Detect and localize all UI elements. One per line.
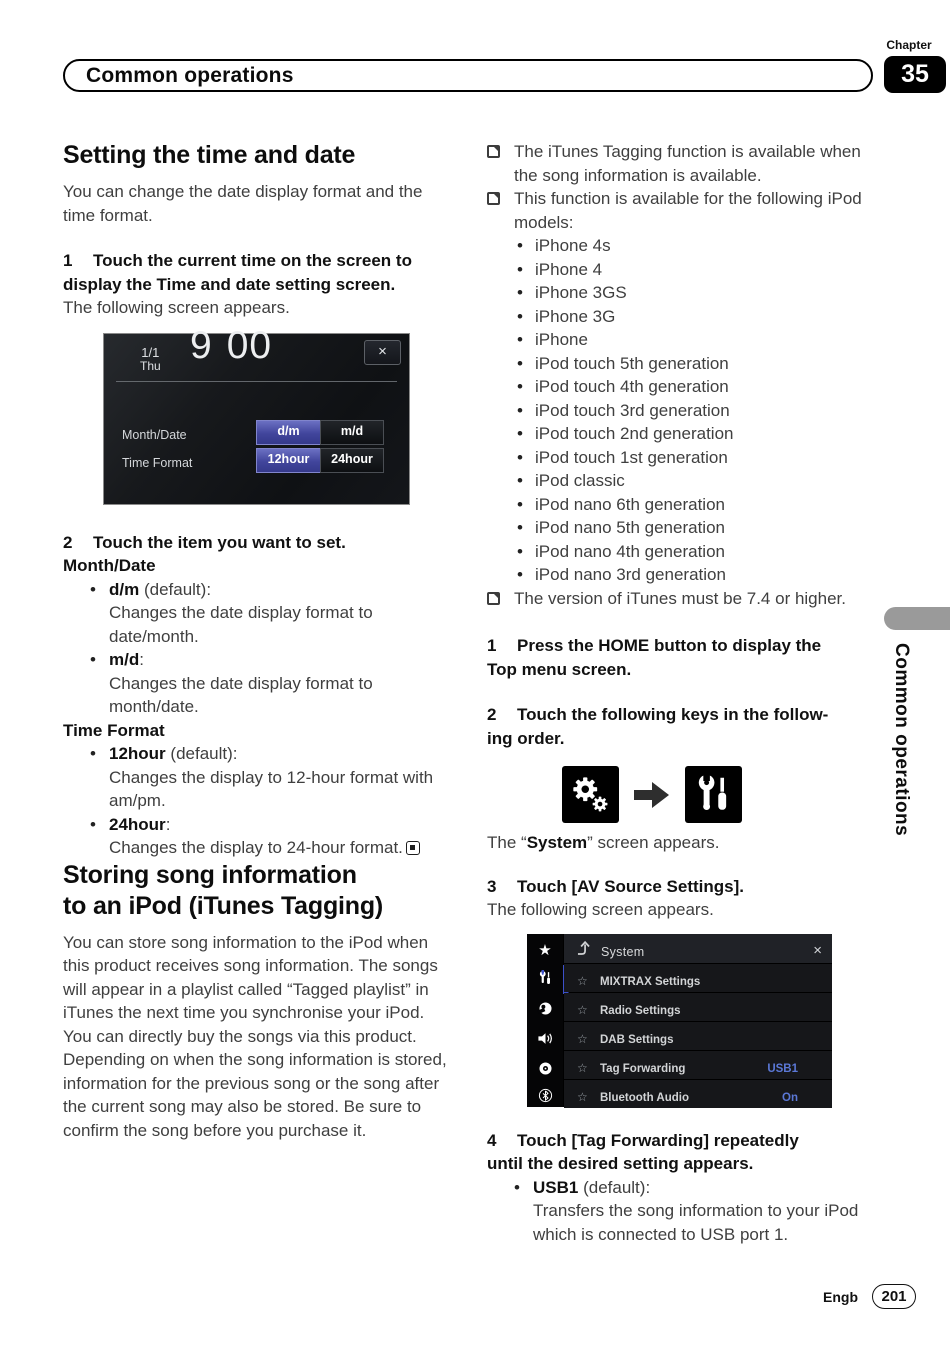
sidebar [527, 934, 563, 1107]
menu-row-bluetooth-audio[interactable]: ☆ Bluetooth Audio On [564, 1080, 832, 1108]
menu-row-mixtrax[interactable]: ☆ MIXTRAX Settings [564, 964, 832, 992]
menu-row-radio[interactable]: ☆ Radio Settings [564, 993, 832, 1021]
list-item: • iPhone 3G [487, 305, 877, 329]
step-3-result: The following screen appears. [487, 900, 714, 919]
section-title-time-date: Setting the time and date [63, 141, 356, 169]
step-2-left: 2 Touch the item you want to set. [63, 532, 346, 552]
favorites-star-icon[interactable]: ★ [538, 941, 552, 959]
favorite-star-icon[interactable]: ☆ [577, 973, 588, 988]
volume-icon[interactable] [527, 1030, 563, 1054]
left-column [63, 140, 453, 1142]
list-item: • iPhone 4 [487, 258, 877, 282]
dm-button[interactable]: d/m [256, 420, 320, 445]
md-button[interactable]: m/d [320, 420, 384, 445]
list-item: • iPod touch 3rd generation [487, 399, 877, 423]
note-icon [487, 145, 500, 158]
step-1-left: 1 Touch the current time on the screen to display the Time and date setting screen. [63, 251, 412, 294]
note-ipod-models: This function is available for the following iPod models: • iPhone 4s • iPhone 4 • iPhone 3GS • iPhone 3G • iPhone • iPod touch 5th generation • iPod touch 4th generation • iPod touch 3rd generation • iPod touch 2nd generation • iPod touch 1st generation • iPod classic • iPod nano 6th generation • iPod nano 5th generation • iPod nano 4th generation • iPod nano 3rd generation [487, 187, 877, 587]
wrench-screwdriver-icon [691, 772, 737, 818]
menu-row-tag-forwarding[interactable]: ☆ Tag Forwarding USB1 [564, 1051, 832, 1079]
page-number: 201 [872, 1284, 916, 1309]
menu-row-dab[interactable]: ☆ DAB Settings [564, 1022, 832, 1050]
language-code: Engb [823, 1288, 858, 1305]
12hour-button[interactable]: 12hour [256, 448, 320, 473]
month-date-row: Month/Date d/m m/d [104, 420, 409, 445]
key-sequence [487, 766, 817, 823]
system-screen-appears: The “System” screen appears. [487, 833, 720, 852]
ipod-model-list [487, 234, 877, 587]
step-1-right: 1 Press the HOME button to display the Top menu screen. [487, 636, 822, 679]
step-4-right: 4 Touch [Tag Forwarding] repeatedly until the desired setting appears. [487, 1130, 799, 1173]
step-3-right: 3 Touch [AV Source Settings]. [487, 876, 744, 896]
section-title-tagging: Storing song information to an iPod (iTunes Tagging) [63, 860, 384, 920]
footer [823, 1284, 916, 1309]
list-item: • iPod nano 6th generation [487, 493, 877, 517]
edge-tab [884, 607, 950, 630]
bluetooth-icon[interactable] [527, 1087, 563, 1111]
list-item: • iPod touch 5th generation [487, 352, 877, 376]
gears-icon [568, 772, 614, 818]
close-button[interactable]: × [364, 340, 401, 365]
chapter-label: Chapter [886, 38, 932, 52]
time-display[interactable]: 9 00 [190, 323, 273, 367]
page-title: Common operations [63, 59, 873, 92]
option-24hour: • 24hour: Changes the display to 24-hour format. [63, 813, 453, 860]
tagging-paragraph-2: Depending on when the song information is stored, information for the previous song or the song after the current song may also be stored. Be sure to confirm the song before you purchase it. [63, 1050, 447, 1140]
option-dm: • d/m (default): Changes the date display format to date/month. [63, 578, 453, 649]
date-display: 1/1 Thu [140, 344, 161, 373]
close-icon[interactable]: × [813, 941, 822, 959]
group-month-date: Month/Date [63, 556, 156, 575]
favorite-star-icon[interactable]: ☆ [577, 1060, 588, 1075]
note-itunes-version: The version of iTunes must be 7.4 or higher. [487, 587, 877, 611]
section-end-icon [406, 841, 420, 855]
24hour-button[interactable]: 24hour [320, 448, 384, 473]
list-item: • iPod nano 3rd generation [487, 563, 877, 587]
system-tools-key[interactable] [685, 766, 742, 823]
note-icon [487, 192, 500, 205]
step-1-result: The following screen appears. [63, 298, 290, 317]
list-item: • iPod classic [487, 469, 877, 493]
right-column [487, 140, 877, 1246]
favorite-star-icon[interactable]: ☆ [577, 1002, 588, 1017]
tagging-paragraph-1: You can store song information to the iPod when this product receives song information. The songs will appear in a playlist called “Tagged playlist” in iTunes the next time you synchronise your iPod. You can directly buy the songs via this product. [63, 932, 438, 1046]
note-itunes-tagging: The iTunes Tagging function is available when the song information is available. [487, 140, 877, 187]
settings-gears-key[interactable] [562, 766, 619, 823]
list-item: • iPhone [487, 328, 877, 352]
group-time-format: Time Format [63, 720, 165, 740]
option-usb1: • USB1 (default): Transfers the song information to your iPod which is connected to USB port 1. [487, 1176, 877, 1247]
list-item: • iPod nano 4th generation [487, 540, 877, 564]
list-item: • iPod touch 1st generation [487, 446, 877, 470]
time-date-screenshot [103, 323, 410, 505]
arrow-right-icon [634, 780, 670, 810]
list-item: • iPod touch 4th generation [487, 375, 877, 399]
back-up-arrow-icon[interactable] [574, 939, 593, 958]
option-md: • m/d: Changes the date display format to month/date. [63, 648, 453, 719]
step-2-right: 2 Touch the following keys in the follow- ing order. [487, 705, 829, 748]
chapter-number-badge: 35 [884, 56, 946, 93]
system-screenshot [527, 934, 832, 1107]
intro-paragraph: You can change the date display format and the time format. [63, 182, 423, 225]
theme-palette-icon[interactable] [527, 1000, 563, 1024]
divider [116, 381, 397, 382]
system-menu [564, 934, 832, 1107]
system-screen-title: System [601, 944, 645, 959]
favorite-star-icon[interactable]: ☆ [577, 1031, 588, 1046]
list-item: • iPhone 4s [487, 234, 877, 258]
option-12hour: • 12hour (default): Changes the display to 12-hour format with am/pm. [63, 742, 453, 813]
favorite-star-icon[interactable]: ☆ [577, 1089, 588, 1104]
note-icon [487, 592, 500, 605]
time-format-row: Time Format 12hour 24hour [104, 448, 409, 473]
list-item: • iPod nano 5th generation [487, 516, 877, 540]
list-item: • iPod touch 2nd generation [487, 422, 877, 446]
disc-icon[interactable] [527, 1060, 563, 1084]
system-tools-icon[interactable] [527, 970, 563, 994]
system-header [564, 934, 832, 963]
vertical-section-label: Common operations [891, 643, 912, 837]
list-item: • iPhone 3GS [487, 281, 877, 305]
